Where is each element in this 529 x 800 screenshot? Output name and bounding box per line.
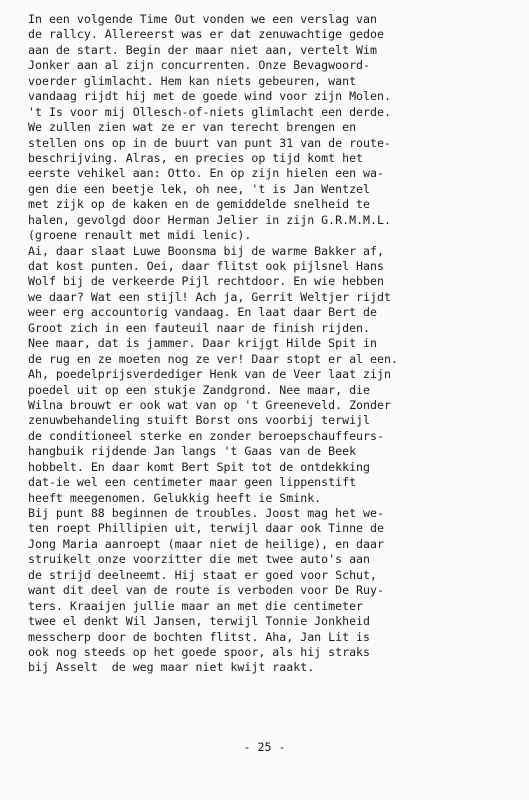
page-number: - 25 -	[243, 740, 286, 754]
text-line: Bij punt 88 beginnen de troubles. Joost mag het we-	[28, 506, 384, 520]
text-line: de conditioneel sterke en zonder beroepschauffeurs-	[28, 428, 384, 443]
text-line: (groene renault met midi lenic).	[28, 228, 252, 243]
text-line: de strijd deelneemt. Hij staat er goed voor Schut,	[28, 567, 378, 582]
text-line: voerder glimlacht. Hem kan niets gebeuren, want	[28, 73, 357, 88]
text-line: Wolf bij de verkeerde Pijl rechtdoor. En wie hebben	[28, 274, 384, 289]
text-line: want dit deel van de route is verboden voor De Ruy-	[28, 583, 384, 598]
text-line: twee el denkt Wil Jansen, terwijl Tonnie Jonkheid	[28, 614, 371, 629]
text-line: dat kost punten. Oei, daar flitst ook pijlsnel Hans	[28, 259, 384, 273]
text-line: vandaag rijdt hij met de goede wind voor zijn Molen.	[28, 89, 391, 104]
text-line: bij Asselt de weg maar niet kwijt raakt.	[28, 660, 315, 675]
text-line: aan de start. Begin der maar niet aan, vertelt Wim	[28, 42, 378, 57]
text-line: heeft meegenomen. Gelukkig heeft ie Smink.	[28, 490, 322, 505]
text-line: met zijk op de kaken en de gemiddelde snelheid te	[28, 197, 371, 212]
text-line: halen, gevolgd door Herman Jelier in zijn G.R.M.M.L.	[28, 212, 391, 227]
text-line: eerste vehikel aan: Otto. En op zijn hielen een wa-	[28, 166, 384, 181]
text-line: beschrijving. Alras, en precies op tijd komt het	[28, 150, 364, 165]
text-line: de rallcy. Allereerst was er dat zenuwachtige gedoe	[28, 27, 384, 42]
text-line: Wilna brouwt er ook wat van op 't Greeneveld. Zonder	[28, 397, 391, 412]
text-line: gen die een beetje lek, oh nee, 't is Jan Wentzel	[28, 181, 371, 196]
text-line: we daar? Wat een stijl! Ach ja, Gerrit Weltjer rijdt	[28, 289, 391, 304]
text-line: ters. Kraaijen jullie maar an met die centimeter	[28, 598, 364, 613]
text-line: ten roept Phillipien uit, terwijl daar ook Tinne de	[28, 521, 384, 536]
text-line: 't Is voor mij Ollesch-of-niets glimlacht een derde.	[28, 104, 391, 119]
text-line: We zullen zien wat ze er van terecht brengen en	[28, 120, 357, 135]
text-line: ook nog steeds op het goede spoor, als hij straks	[28, 644, 371, 659]
text-line: Ai, daar slaat Luwe Boonsma bij de warme Bakker af,	[28, 243, 384, 258]
text-line: hobbelt. En daar komt Bert Spit tot de ontdekking	[28, 459, 371, 474]
text-line: poedel uit op een stukje Zandgrond. Nee maar, die	[28, 382, 371, 397]
text-line: zenuwbehandeling stuift Borst ons voorbij terwijl	[28, 413, 371, 428]
text-line: Jonker aan al zijn concurrenten. Onze Bevagwoord-	[28, 58, 371, 73]
text-line: dat-ie wel een centimeter maar geen lippenstift	[28, 475, 357, 490]
text-line: Nee maar, dat is jammer. Daar krijgt Hilde Spit in	[28, 336, 378, 351]
text-line: In een volgende Time Out vonden we een verslag van	[28, 12, 378, 26]
body-text	[28, 12, 498, 676]
text-line: Ah, poedelprijsverdediger Henk van de Veer laat zijn	[28, 367, 391, 382]
text-line: Jong Maria aanroept (maar niet de heilige), en daar	[28, 536, 384, 551]
text-line: hangbuik rijdende Jan langs 't Gaas van de Beek	[28, 444, 357, 459]
text-line: messcherp door de bochten flitst. Aha, Jan Lit is	[28, 629, 371, 644]
text-line: struikelt onze voorzitter die met twee auto's aan	[28, 552, 371, 567]
text-line: Groot zich in een fauteuil naar de finish rijden.	[28, 320, 371, 335]
text-line: stellen ons op in de buurt van punt 31 van de route-	[28, 135, 391, 150]
text-line: weer erg accountorig vandaag. En laat daar Bert de	[28, 305, 378, 320]
text-line: de rug en ze moeten nog ze ver! Daar stopt er al een.	[28, 351, 398, 366]
